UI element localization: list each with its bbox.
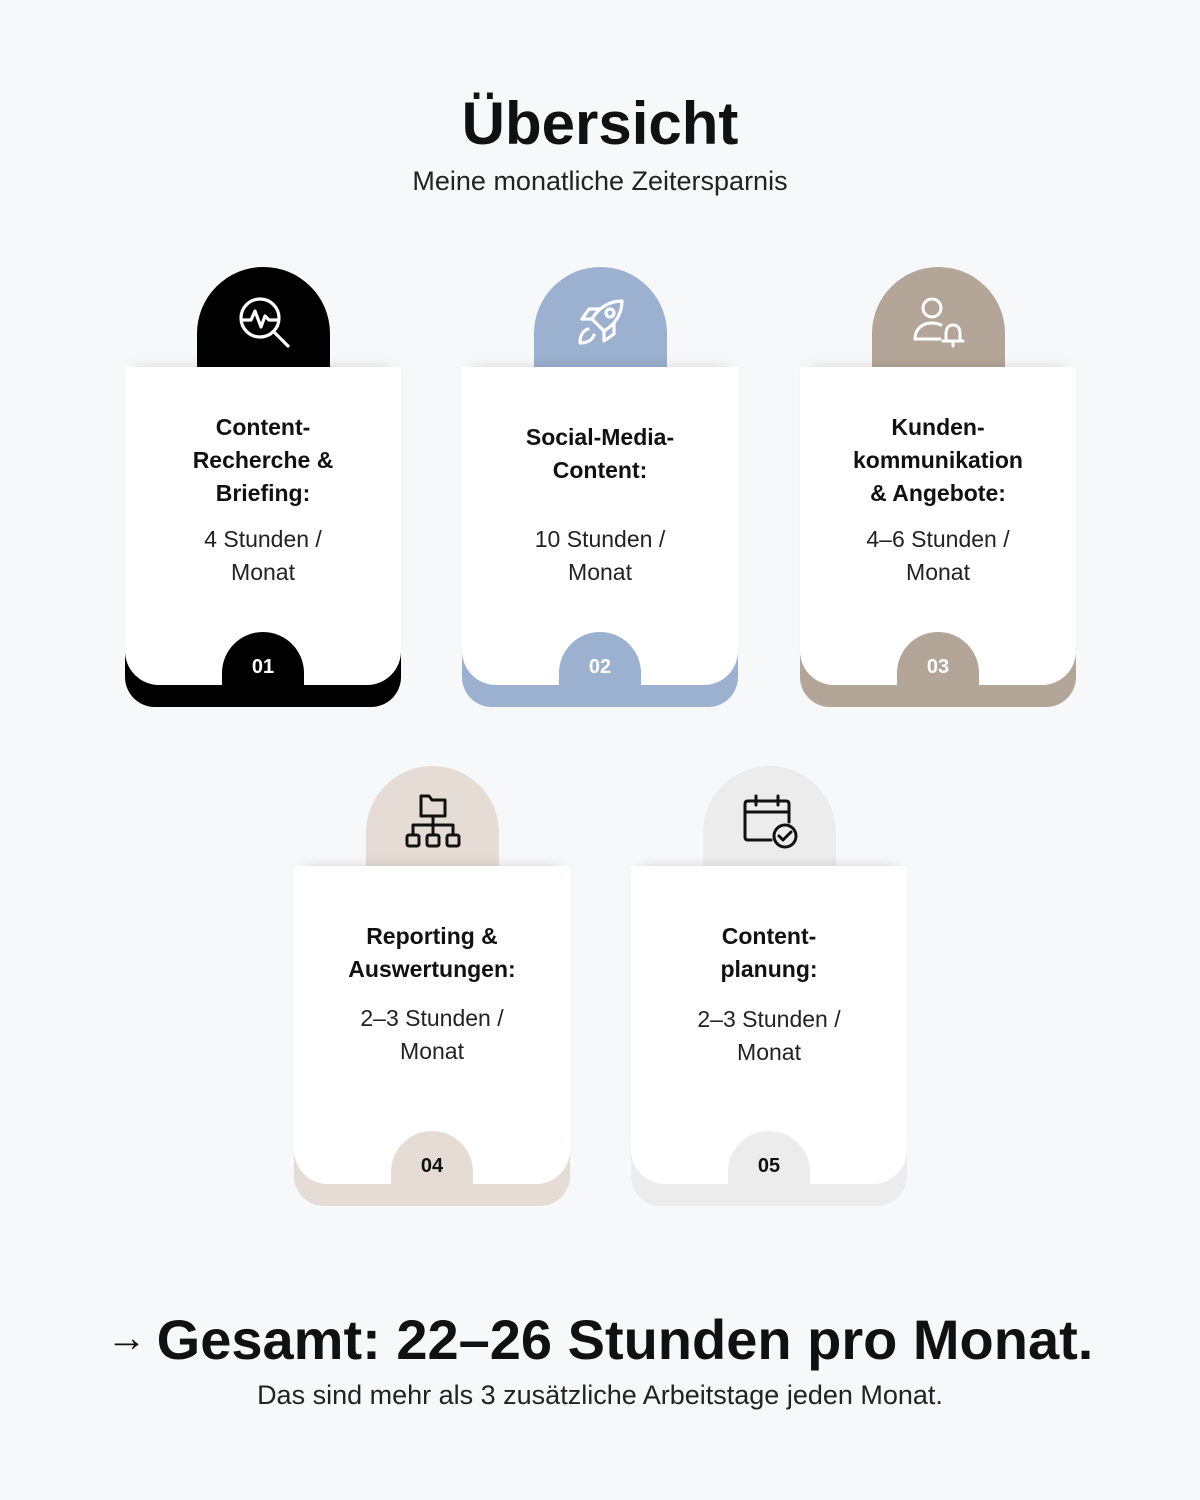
card-number: 01 [222, 632, 304, 694]
arrow-right-icon: → [106, 1316, 147, 1360]
card-number: 04 [391, 1131, 473, 1193]
card-icon-tab [872, 267, 1005, 377]
card-number: 03 [897, 632, 979, 694]
chart-search-icon [235, 293, 293, 377]
page-title: Übersicht [461, 90, 739, 157]
user-bell-icon [910, 293, 968, 377]
card-value: 4–6 Stunden / Monat [866, 526, 1010, 585]
total-note: Das sind mehr als 3 zusätzliche Arbeitstage jeden Monat. [257, 1380, 943, 1410]
card-content-recherche [125, 267, 401, 707]
card-value: 4 Stunden / Monat [204, 526, 322, 585]
card-contentplanung [631, 766, 907, 1206]
page-subtitle: Meine monatliche Zeitersparnis [412, 166, 788, 196]
rocket-icon [572, 293, 630, 377]
card-label: Content- Recherche & Briefing: [192, 414, 334, 506]
card-label: Kunden- kommunikation & Angebote: [853, 414, 1023, 506]
card-label: Content- planung: [720, 923, 818, 982]
calendar-check-icon [741, 792, 799, 876]
card-icon-tab [703, 766, 836, 876]
card-value: 2–3 Stunden / Monat [360, 1005, 504, 1064]
card-kundenkommunikation [800, 267, 1076, 707]
card-number: 05 [728, 1131, 810, 1193]
card-icon-tab [197, 267, 330, 377]
total-summary [0, 1302, 1200, 1376]
total-text: Gesamt: 22–26 Stunden pro Monat. [156, 1308, 1094, 1371]
card-label: Social-Media- Content: [525, 424, 675, 483]
card-value: 2–3 Stunden / Monat [697, 1006, 841, 1065]
card-social-media [462, 267, 738, 707]
card-icon-tab [366, 766, 499, 876]
card-number: 02 [559, 632, 641, 694]
card-value: 10 Stunden / Monat [534, 526, 666, 585]
card-reporting [294, 766, 570, 1206]
card-label: Reporting & Auswertungen: [348, 923, 516, 982]
card-icon-tab [534, 267, 667, 377]
folder-hierarchy-icon [404, 792, 462, 876]
